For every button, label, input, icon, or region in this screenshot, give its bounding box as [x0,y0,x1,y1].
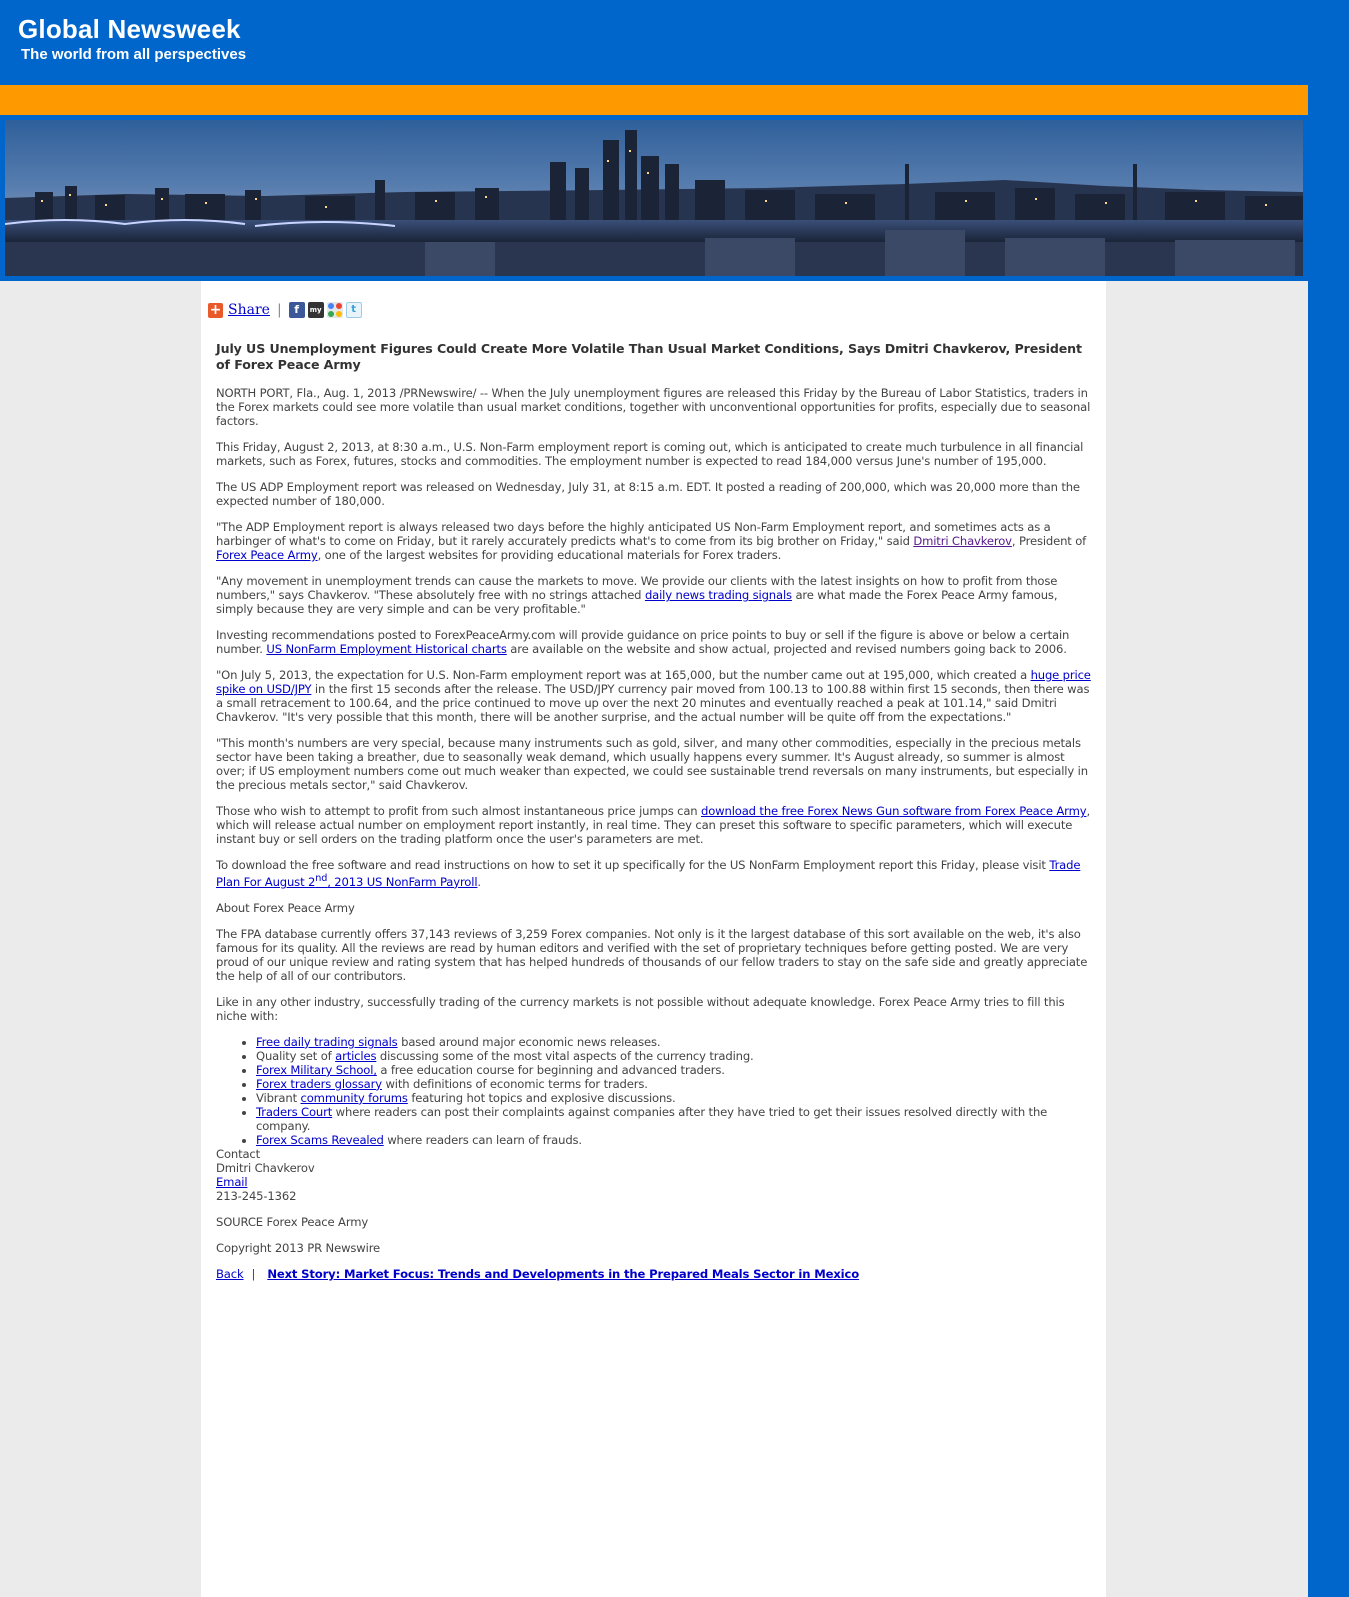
nav-separator: | [251,1266,256,1281]
paragraph-7 [216,668,1096,724]
list-item [256,1049,1096,1063]
contact-email-link[interactable]: Email [216,1174,248,1189]
paragraph-9 [216,804,1096,846]
list-item [256,1063,1096,1077]
article-column [201,281,1106,1597]
free-daily-trading-signals-link[interactable]: Free daily trading signals [256,1034,398,1049]
site-title: Global Newsweek [18,14,241,44]
list-item [256,1091,1096,1105]
google-icon[interactable] [327,302,343,318]
paragraph-text: , which will release actual number on employment report instantly, in real time. They can preset this software to specific parameters, which will execute instant buy or sell orders on the trading platform once the user's parameters are met. [216,804,1090,846]
list-text: with definitions of economic terms for traders. [381,1076,648,1091]
paragraph-text: . [477,874,481,889]
daily-news-trading-signals-link[interactable]: daily news trading signals [644,588,792,602]
paragraph-text: "Any movement in unemployment trends can cause the markets to move. We provide our clients with the latest insights on how to profit from those numbers," says Chavkerov. "These absolutely free with no strings attached [216,574,1058,602]
traders-court-link[interactable]: Traders Court [256,1104,333,1119]
list-text: featuring hot topics and explosive discussions. [407,1090,676,1105]
list-text: where readers can learn of frauds. [383,1132,582,1147]
paragraph-text: To download the free software and read instructions on how to set it up specifically for the US NonFarm Employment report this Friday, please visit [216,858,1050,872]
masthead [0,0,1308,85]
paragraph-text: , President of [1011,534,1087,548]
list-item [256,1133,1096,1147]
paragraph-10 [216,858,1096,889]
contact-heading: Contact [216,1146,261,1161]
city-skyline-banner [5,120,1303,276]
article-body [216,341,1096,1281]
list-item [256,1105,1096,1133]
next-story-link[interactable]: Next Story: Market Focus: Trends and Developments in the Prepared Meals Sector in Mexico [267,1266,860,1281]
list-item [256,1077,1096,1091]
paragraph-2: This Friday, August 2, 2013, at 8:30 a.m., U.S. Non-Farm employment report is coming out, which is anticipated to create much turbulence in all financial markets, such as Forex, futures, stocks and commodities. The employment number is expected to read 184,000 versus June's number of 195,000. [216,440,1084,468]
paragraph-12: Like in any other industry, successfully trading of the currency markets is not possible without adequate knowledge. Forex Peace Army tries to fill this niche with: [216,994,1065,1023]
trade-plan-link-sup: nd [315,873,328,884]
plus-share-icon[interactable]: + [209,301,222,318]
paragraph-text: "On July 5, 2013, the expectation for U.S. Non-Farm employment report was at 165,000, but the number came out at 195,000, which created a [216,668,1031,682]
paragraph-text: , one of the largest websites for providing educational materials for Forex traders. [317,548,782,562]
paragraph-3: The US ADP Employment report was released on Wednesday, July 31, at 8:15 a.m. EDT. It posted a reading of 200,000, which was 20,000 more than the expected number of 180,000. [216,480,1080,508]
usd-jpy-price-spike-link[interactable]: huge price spike on USD/JPY [216,668,1091,696]
forex-military-school-link[interactable]: Forex Military School, [256,1062,377,1077]
paragraph-4 [216,520,1096,562]
site-tagline: The world from all perspectives [21,46,247,63]
copyright-line: Copyright 2013 PR Newswire [216,1240,381,1255]
nonfarm-historical-charts-link[interactable]: US NonFarm Employment Historical charts [266,642,507,656]
forex-scams-revealed-link[interactable]: Forex Scams Revealed [256,1132,384,1147]
trade-plan-link-text: , 2013 US NonFarm Payroll [327,874,478,889]
paragraph-6 [216,628,1096,656]
source-line: SOURCE Forex Peace Army [216,1214,369,1229]
content-area [0,281,1308,1597]
forex-news-gun-download-link[interactable]: download the free Forex News Gun software from Forex Peace Army [701,804,1087,818]
list-text: where readers can post their complaints against companies after they have tried to get their issues resolved directly with the company. [256,1104,1048,1133]
paragraph-text: in the first 15 seconds after the release. The USD/JPY currency pair moved from 100.13 to 100.88 within first 15 seconds, then there was a small retracement to 100.64, and the price continued to move up over the next 20 minutes and eventually reached a peak at 101.14," said Dmitri Chavkerov. "It's very possible that this month, there will be another surprise, and the actual number will be quite off from the expectations." [216,682,1090,724]
paragraph-text: are available on the website and show actual, projected and revised numbers going back to 2006. [506,642,1067,656]
forex-peace-army-link[interactable]: Forex Peace Army [216,548,318,562]
community-forums-link[interactable]: community forums [300,1090,408,1105]
paragraph-text: Investing recommendations posted to ForexPeaceArmy.com will provide guidance on price points to buy or sell if the figure is above or below a certain number. [216,628,1070,656]
list-text: based around major economic news releases. [397,1034,661,1049]
contact-block [216,1147,1096,1203]
paragraph-text: Those who wish to attempt to profit from such almost instantaneous price jumps can [216,804,702,818]
contact-name: Dmitri Chavkerov [216,1160,315,1175]
about-heading: About Forex Peace Army [216,900,355,915]
list-text: a free education course for beginning and advanced traders. [376,1062,725,1077]
list-text: discussing some of the most vital aspects of the currency trading. [376,1048,754,1063]
trade-plan-link-text: Trade Plan For August 2 [216,858,1081,889]
contact-phone: 213-245-1362 [216,1188,297,1203]
dmitri-chavkerov-link[interactable]: Dmitri Chavkerov [913,534,1012,548]
paragraph-11: The FPA database currently offers 37,143 reviews of 3,259 Forex companies. Not only is it the largest database of this sort available on the web, it's also famous for its quality. All the reviews are read by human editors and verified with the set of proprietary techniques before getting posted. We are very proud of our unique review and rating system that has helped hundreds of thousands of our fellow traders to stay on the safe side and greatly appreciate the help of all of our contributors. [216,926,1088,983]
forex-traders-glossary-link[interactable]: Forex traders glossary [256,1076,382,1091]
facebook-icon[interactable]: f [289,302,305,318]
list-item [256,1035,1096,1049]
list-text: Vibrant [256,1090,301,1105]
paragraph-1: NORTH PORT, Fla., Aug. 1, 2013 /PRNewswire/ -- When the July unemployment figures are released this Friday by the Bureau of Labor Statistics, traders in the Forex markets could see more volatile than usual market conditions, together with unconventional opportunities for profits, especially due to seasonal factors. [216,386,1091,428]
offerings-list [216,1035,1096,1147]
paragraph-text: are what made the Forex Peace Army famous, simply because they are very simple and can be very profitable." [216,588,1058,616]
list-text: Quality set of [256,1048,336,1063]
city-skyline-image [5,120,1303,276]
article-headline: July US Unemployment Figures Could Create More Volatile Than Usual Market Conditions, Says Dmitri Chavkerov, President of Forex Peace Army [216,341,1082,372]
articles-link[interactable]: articles [335,1048,377,1063]
story-navigation [216,1267,1096,1281]
paragraph-5 [216,574,1096,616]
orange-nav-bar [0,85,1308,115]
share-toolbar [208,300,365,320]
paragraph-8: "This month's numbers are very special, because many instruments such as gold, silver, and many other commodities, especially in the precious metals sector have been taking a breather, due to seasonally weak demand, which usually happens every summer. It's August already, so summer is almost over; if US employment numbers come out much weaker than expected, we could see sustainable trend reversals on many instruments, but especially in the precious metals sector," said Chavkerov. [216,736,1088,792]
back-link[interactable]: Back [216,1266,244,1281]
share-separator: | [276,302,282,318]
paragraph-text: "The ADP Employment report is always released two days before the highly anticipated US Non-Farm Employment report, and sometimes acts as a harbinger of what's to come on Friday, but it rarely accurately predicts what's to come from its big brother on Friday," said [216,520,1051,548]
myspace-icon[interactable]: my [308,302,324,318]
share-link[interactable]: Share [228,302,270,318]
twitter-icon[interactable]: t [346,302,362,318]
